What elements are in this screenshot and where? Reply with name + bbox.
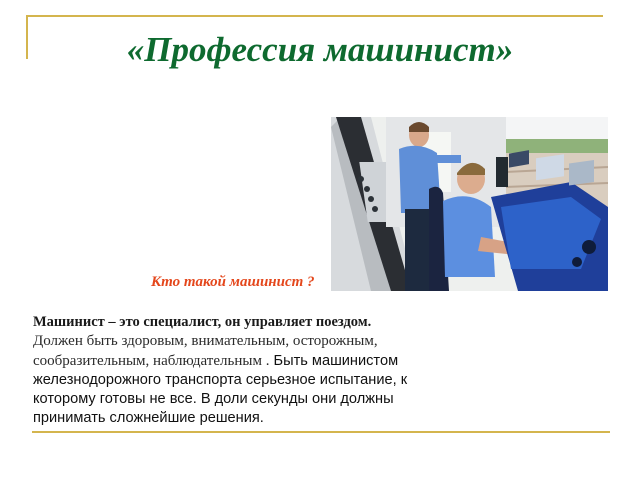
lead-sentence: Машинист – это специалист, он управляет поездом. (33, 314, 372, 330)
slide-title: «Профессия машинист» (126, 30, 514, 69)
body-line: Должен быть здоровым, внимательным, осторожным, (33, 333, 378, 350)
body-line: которому готовы не все. В доли секунды они должны (33, 391, 394, 408)
body-line: принимать сложнейшие решения. (33, 410, 264, 427)
frame-top-rule (26, 15, 603, 17)
body-line: железнодорожного транспорта серьезное испытание, к (33, 371, 408, 388)
photo-illustration (331, 117, 608, 291)
body-line-serif-part: сообразительным, наблюдательным . (33, 352, 270, 369)
train-cab-photo (331, 117, 608, 291)
frame-bottom-rule (32, 431, 610, 433)
body-line-sans-part: Быть машинистом (269, 352, 399, 369)
body-line-mixed (33, 352, 463, 371)
description-paragraph (33, 313, 463, 429)
section-subtitle: Кто такой машинист ? (151, 274, 315, 290)
